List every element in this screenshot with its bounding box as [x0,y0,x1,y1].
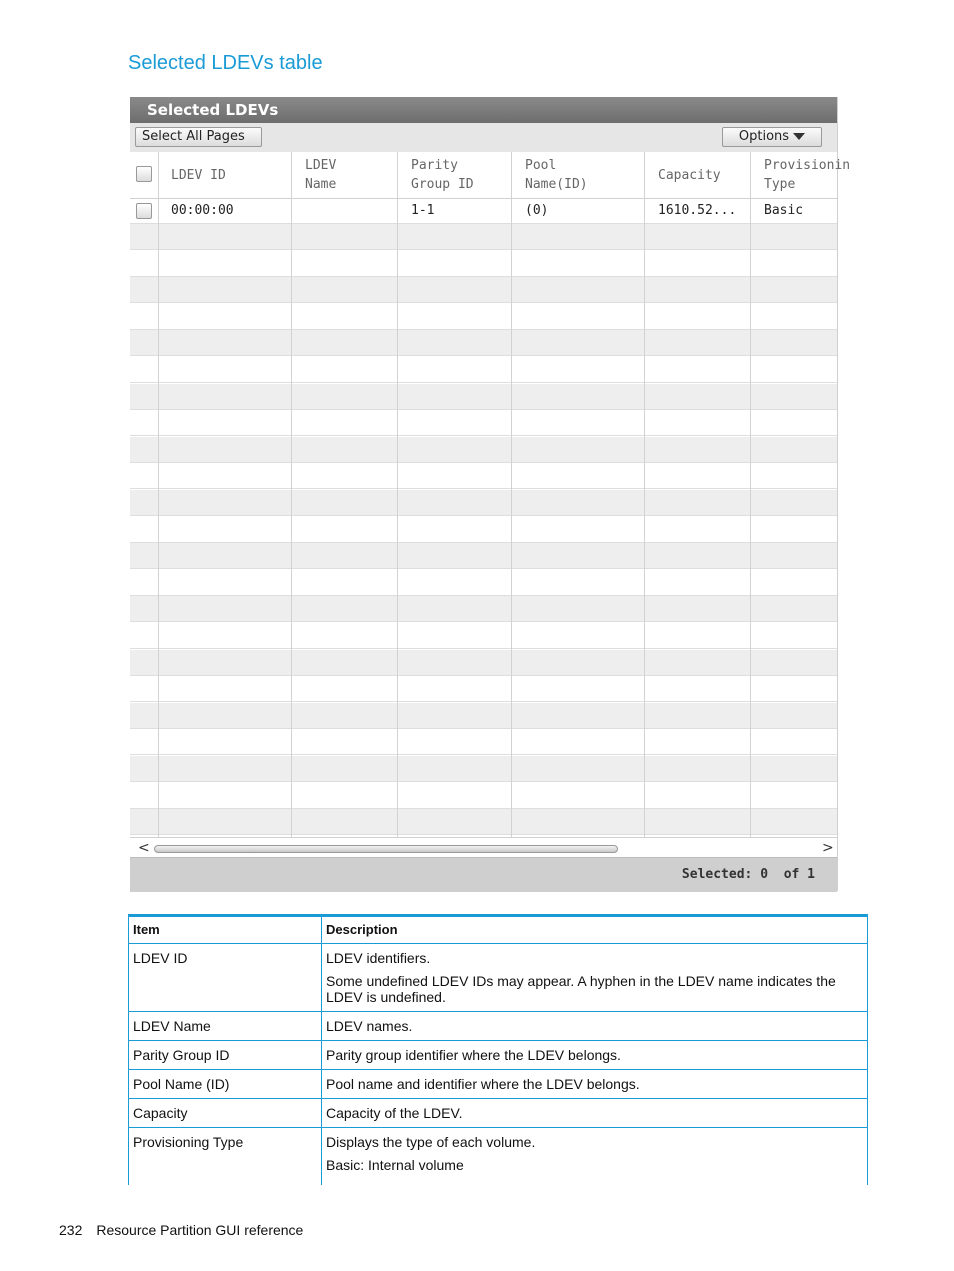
scroll-right-icon[interactable]: > [822,840,834,856]
item-cell: LDEV ID [129,944,322,1012]
column-header-ldev-id[interactable] [171,152,291,198]
section-title: Selected LDEVs table [128,52,323,74]
scroll-left-icon[interactable]: < [138,840,150,856]
row-checkbox[interactable] [136,203,152,219]
column-header-provisioning-type[interactable] [764,152,851,198]
empty-row [130,756,837,782]
horizontal-scrollbar[interactable] [130,837,837,858]
panel-toolbar [130,123,837,152]
selected-label: Selected: [681,867,753,882]
empty-row [130,224,837,250]
description-cell [322,1012,868,1041]
table-row [129,1128,868,1186]
description-cell [322,1099,868,1128]
empty-row [130,357,837,383]
table-row [129,1041,868,1070]
description-cell [322,1070,868,1099]
item-cell: LDEV Name [129,1012,322,1041]
header-description: Description [322,916,868,944]
cell-pool-name-id: (0) [525,203,549,218]
description-text: Parity group identifier where the LDEV belongs. [326,1047,621,1063]
column-header-ldev-name[interactable] [305,152,405,198]
footer-text: Resource Partition GUI reference [96,1222,304,1238]
column-divider [750,152,751,837]
empty-row [130,463,837,489]
empty-row [130,596,837,622]
header-item: Item [129,916,322,944]
table-header-row [129,916,868,944]
options-button[interactable] [722,127,822,147]
column-header-label: Name [305,177,337,192]
page-number: 232 [59,1222,83,1238]
empty-row [130,703,837,729]
empty-row [130,543,837,569]
table-row [129,944,868,1012]
column-divider [158,152,159,837]
page-footer [59,1222,303,1238]
total-count: 1 [807,867,815,882]
description-table [128,914,868,1185]
options-label: Options [738,129,790,144]
cell-ldev-id: 00:00:00 [171,203,234,218]
selection-count [682,858,815,892]
select-all-checkbox[interactable] [136,166,152,182]
table-row [129,1070,868,1099]
column-divider [511,152,512,837]
column-header-label: Capacity [658,167,721,183]
column-header-label: LDEV [305,158,337,173]
empty-row [130,277,837,303]
scrollbar-thumb[interactable] [154,845,618,853]
empty-row [130,251,837,277]
column-divider [644,152,645,837]
of-label: of [783,867,800,882]
description-text: Displays the type of each volume. [326,1134,536,1150]
column-header-capacity[interactable] [658,152,758,198]
description-text: Capacity of the LDEV. [326,1105,463,1121]
item-cell: Provisioning Type [129,1128,322,1186]
column-divider [291,152,292,837]
empty-row [130,517,837,543]
ldev-grid [130,152,851,837]
description-text: Basic: Internal volume [326,1157,464,1173]
column-header-label: Name(ID) [525,177,588,192]
description-cell [322,1041,868,1070]
description-text: LDEV identifiers. [326,950,431,966]
empty-row [130,490,837,516]
empty-row [130,437,837,463]
selected-count: 0 [760,867,769,882]
empty-row [130,729,837,755]
column-header-label: Pool [525,158,557,173]
column-header-pool-name-id[interactable] [525,152,653,198]
selected-ldevs-panel [130,97,851,891]
empty-row [130,809,837,835]
table-row [129,1099,868,1128]
panel-footer [130,857,837,892]
description-text: Pool name and identifier where the LDEV belongs. [326,1076,640,1092]
column-header-label: Type [764,177,796,192]
select-all-pages-button[interactable]: Select All Pages [135,127,262,147]
empty-row [130,676,837,702]
empty-row [130,330,837,356]
grid-header [130,152,851,199]
cell-parity-group-id: 1-1 [411,203,435,218]
column-divider [397,152,398,837]
cell-capacity: 1610.52... [658,203,737,218]
column-header-label: Provisionin [764,158,851,173]
column-header-parity-group-id[interactable] [411,152,521,198]
item-cell: Parity Group ID [129,1041,322,1070]
empty-row [130,623,837,649]
panel-title: Selected LDEVs [130,97,837,123]
description-text: Some undefined LDEV IDs may appear. A hyphen in the LDEV name indicates the LDEV is undefined. [326,973,836,1005]
description-text: LDEV names. [326,1018,413,1034]
item-cell: Pool Name (ID) [129,1070,322,1099]
table-row [129,1012,868,1041]
empty-row [130,410,837,436]
empty-row [130,650,837,676]
empty-row [130,570,837,596]
empty-row [130,783,837,809]
column-header-label: Parity [411,158,458,173]
description-cell [322,1128,868,1186]
column-header-label: Group ID [411,177,474,192]
description-cell [322,944,868,1012]
item-cell: Capacity [129,1099,322,1128]
table-row[interactable] [130,198,837,224]
empty-row [130,384,837,410]
empty-row [130,304,837,330]
cell-provisioning-type: Basic [764,203,804,218]
chevron-down-icon [793,133,805,140]
column-header-label: LDEV ID [171,167,226,183]
